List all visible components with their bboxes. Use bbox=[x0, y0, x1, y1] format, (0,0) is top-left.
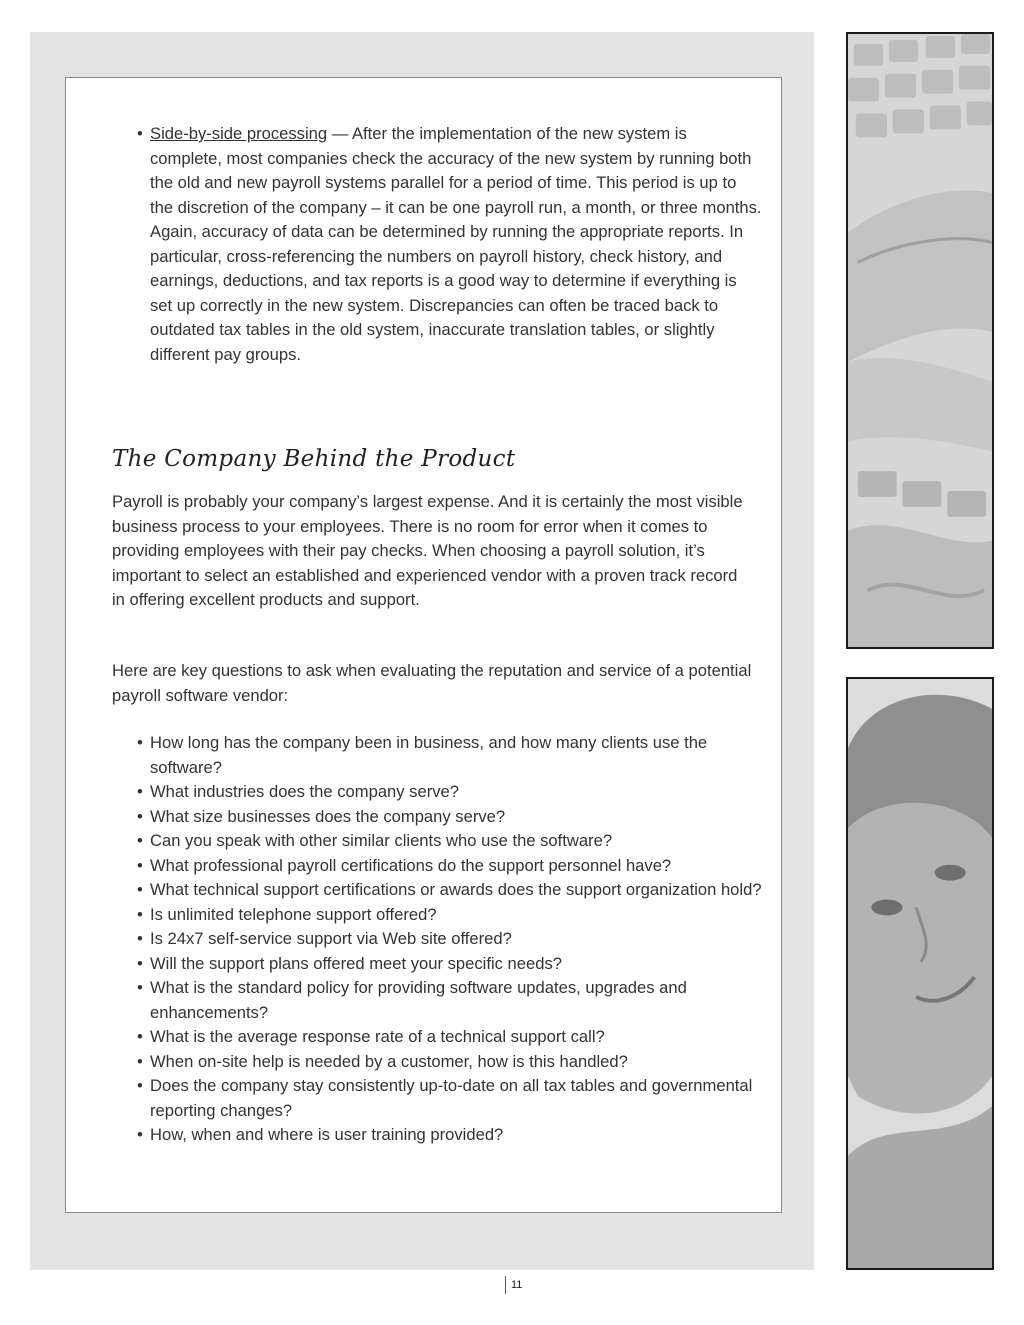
intro-bullet-list bbox=[112, 122, 762, 367]
list-item: • Is 24x7 self-service support via Web site offered? bbox=[112, 927, 762, 952]
woman-portrait-photo bbox=[846, 677, 994, 1270]
list-item: • Can you speak with other similar clients who use the software? bbox=[112, 829, 762, 854]
list-item: • What size businesses does the company serve? bbox=[112, 805, 762, 830]
woman-portrait-image bbox=[848, 679, 992, 1268]
section-heading: The Company Behind the Product bbox=[112, 446, 516, 472]
bullet-term: Side-by-side processing bbox=[150, 124, 328, 143]
paragraph-intro: Payroll is probably your company’s largest expense. And it is certainly the most visible business process to your employees. There is no room for error when it comes to providing employees with their pay checks. When choosing a payroll solution, it’s important to select an established and experienced vendor with a proven track record in offering excellent products and support. bbox=[112, 492, 743, 609]
question-list bbox=[112, 731, 762, 1148]
list-item: • What professional payroll certifications do the support personnel have? bbox=[112, 854, 762, 879]
bullet-text: — After the implementation of the new system is complete, most companies check the accuracy of the new system by running both the old and new payroll systems parallel for a period of time. This period is up to the discretion of the company – it can be one payroll run, a month, or three months. Again, accuracy of data can be determined by running the appropriate reports. In particular, cross-referencing the numbers on payroll history, check history, and earnings, deductions, and tax reports is a good way to determine if everything is set up correctly in the new system. Discrepancies can often be traced back to outdated tax tables in the old system, inaccurate translation tables, or slightly different pay groups. bbox=[150, 124, 762, 364]
page-number: 11 bbox=[505, 1276, 522, 1294]
list-item: • What industries does the company serve? bbox=[112, 780, 762, 805]
keyboard-hands-photo bbox=[846, 32, 994, 649]
keyboard-hands-image bbox=[848, 34, 992, 647]
list-item: • Will the support plans offered meet your specific needs? bbox=[112, 952, 762, 977]
list-item: • How, when and where is user training provided? bbox=[112, 1123, 762, 1148]
list-item: • What technical support certifications or awards does the support organization hold? bbox=[112, 878, 762, 903]
list-item bbox=[112, 122, 762, 367]
list-item: • What is the standard policy for providing software updates, upgrades and enhancements? bbox=[112, 976, 762, 1025]
page-body bbox=[112, 122, 762, 1144]
paragraph-questions-lead: Here are key questions to ask when evaluating the reputation and service of a potential payroll software vendor: bbox=[112, 661, 752, 705]
list-item: • Is unlimited telephone support offered? bbox=[112, 903, 762, 928]
list-item: • What is the average response rate of a technical support call? bbox=[112, 1025, 762, 1050]
list-item: • Does the company stay consistently up-to-date on all tax tables and governmental reporting changes? bbox=[112, 1074, 762, 1123]
list-item: • When on-site help is needed by a customer, how is this handled? bbox=[112, 1050, 762, 1075]
list-item: • How long has the company been in business, and how many clients use the software? bbox=[112, 731, 762, 780]
